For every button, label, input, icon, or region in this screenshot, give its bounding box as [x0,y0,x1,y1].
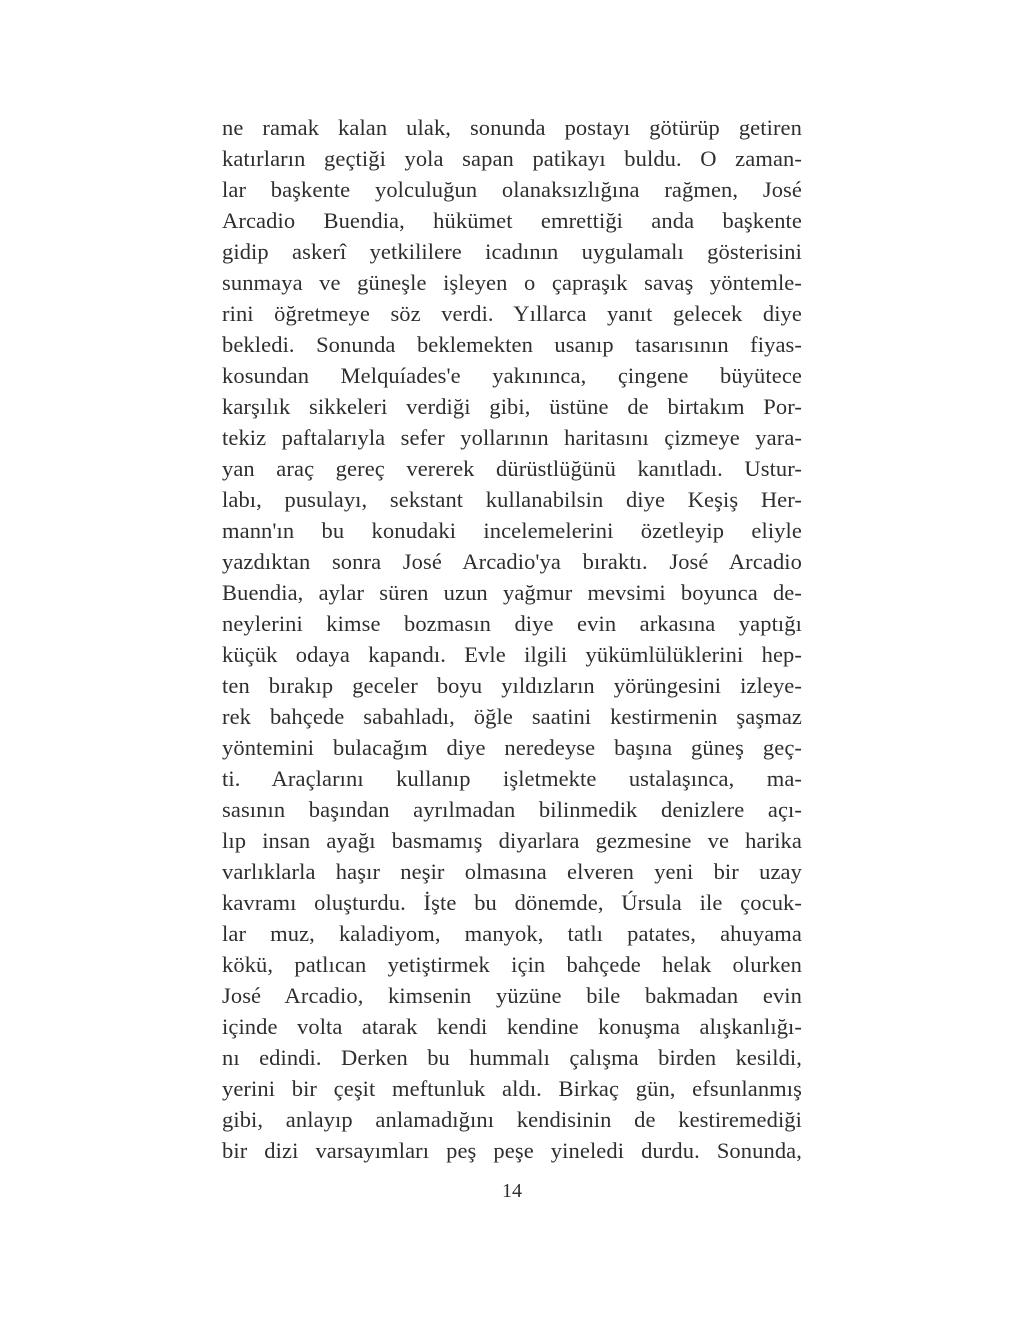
text-line: kavramı oluşturdu. İşte bu dönemde, Úrsula ile çocuk- [222,890,802,915]
text-line: ti. Araçlarını kullanıp işletmekte ustalaşınca, ma- [222,766,802,791]
text-line: küçük odaya kapandı. Evle ilgili yükümlülüklerini hep- [222,642,802,667]
text-line: neylerini kimse bozmasın diye evin arkasına yaptığı [222,611,802,636]
text-line: kosundan Melquíades'e yakınınca, çingene büyütece [222,363,802,388]
text-line: gidip askerî yetkililere icadının uygulamalı gösterisini [222,239,802,264]
text-line: mann'ın bu konudaki incelemelerini özetleyip eliyle [222,518,802,543]
text-line: yazdıktan sonra José Arcadio'ya bıraktı. José Arcadio [222,549,802,574]
page-number: 14 [502,1180,522,1202]
text-line: yan araç gereç vererek dürüstlüğünü kanıtladı. Ustur- [222,456,802,481]
body-text [222,112,802,1166]
text-line: rini öğretmeye söz verdi. Yıllarca yanıt gelecek diye [222,301,802,326]
text-line: sasının başından ayrılmadan bilinmedik denizlere açı- [222,797,802,822]
text-line: bir dizi varsayımları peş peşe yineledi durdu. Sonunda, [222,1138,802,1163]
text-line: rek bahçede sabahladı, öğle saatini kestirmenin şaşmaz [222,704,802,729]
text-line: bekledi. Sonunda beklemekten usanıp tasarısının fiyas- [222,332,802,357]
text-line: varlıklarla haşır neşir olmasına elveren yeni bir uzay [222,859,802,884]
text-line: karşılık sikkeleri verdiği gibi, üstüne de birtakım Por- [222,394,802,419]
text-line: yöntemini bulacağım diye neredeyse başına güneş geç- [222,735,802,760]
text-line: kökü, patlıcan yetiştirmek için bahçede helak olurken [222,952,802,977]
text-line: lar başkente yolculuğun olanaksızlığına rağmen, José [222,177,802,202]
text-line: ne ramak kalan ulak, sonunda postayı götürüp getiren [222,115,802,140]
text-line: lar muz, kaladiyom, manyok, tatlı patates, ahuyama [222,921,802,946]
text-line: nı edindi. Derken bu hummalı çalışma birden kesildi, [222,1045,802,1070]
text-line: ten bırakıp geceler boyu yıldızların yörüngesini izleye- [222,673,802,698]
text-line: José Arcadio, kimsenin yüzüne bile bakmadan evin [222,983,802,1008]
text-line: katırların geçtiği yola sapan patikayı buldu. O zaman- [222,146,802,171]
text-line: yerini bir çeşit meftunluk aldı. Birkaç gün, efsunlanmış [222,1076,802,1101]
text-line: içinde volta atarak kendi kendine konuşma alışkanlığı- [222,1014,802,1039]
text-line: Buendia, aylar süren uzun yağmur mevsimi boyunca de- [222,580,802,605]
text-line: lıp insan ayağı basmamış diyarlara gezmesine ve harika [222,828,802,853]
text-line: tekiz paftalarıyla sefer yollarının haritasını çizmeye yara- [222,425,802,450]
text-line: sunmaya ve güneşle işleyen o çapraşık savaş yöntemle- [222,270,802,295]
text-line: Arcadio Buendia, hükümet emrettiği anda başkente [222,208,802,233]
text-line: labı, pusulayı, sekstant kullanabilsin diye Keşiş Her- [222,487,802,512]
text-line: gibi, anlayıp anlamadığını kendisinin de kestiremediği [222,1107,802,1132]
